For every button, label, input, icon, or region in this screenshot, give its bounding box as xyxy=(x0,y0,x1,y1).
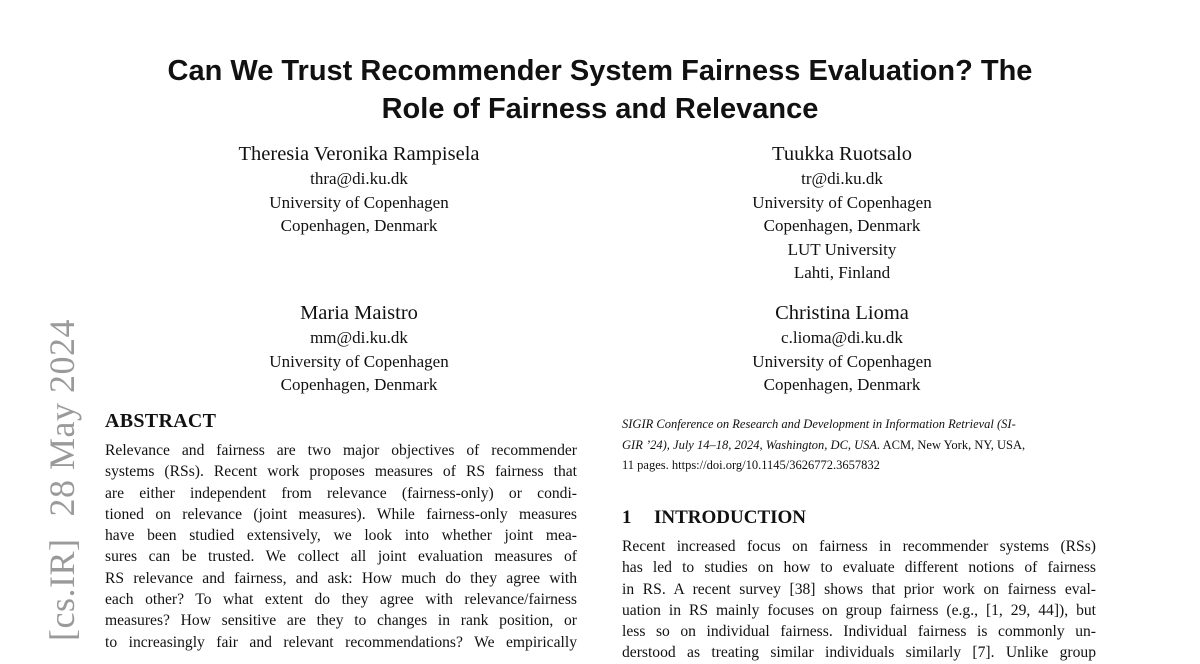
introduction-line: less so on individual fairness. Individual fairness is commonly un- xyxy=(622,623,1096,641)
abstract-line: tioned on relevance (joint measures). While fairness-only measures xyxy=(105,505,577,523)
author-block-1 xyxy=(179,141,539,238)
abstract-heading: ABSTRACT xyxy=(105,410,217,432)
abstract-line: each other? To what extent do they agree with relevance/fairness xyxy=(105,591,577,609)
conference-line xyxy=(622,435,1098,456)
author-name: Maria Maistro xyxy=(300,302,418,324)
author-affiliation: University of Copenhagen xyxy=(269,351,449,371)
author-location: Copenhagen, Denmark xyxy=(763,375,921,394)
conference-reference xyxy=(622,414,1098,476)
introduction-line: derstood as treating similar individuals similarly [7]. Unlike group xyxy=(622,644,1096,662)
arxiv-date: 28 May 2024 xyxy=(42,319,82,517)
abstract-line: Relevance and fairness are two major objectives of recommender xyxy=(105,442,577,459)
introduction-line: in RS. A recent survey [38] shows that prior work on fairness eval- xyxy=(622,580,1096,598)
abstract-line: to increasingly fair and relevant recommendations? We empirically xyxy=(105,633,577,651)
introduction-heading xyxy=(622,507,806,529)
introduction-line: Recent increased focus on fairness in recommender systems (RSs) xyxy=(622,538,1096,555)
author-location: Copenhagen, Denmark xyxy=(280,375,438,394)
introduction-line: has led to studies on how to evaluate different notions of fairness xyxy=(622,559,1096,577)
abstract-line: measures? How sensitive are they to changes in rank position, or xyxy=(105,612,577,630)
paper-title xyxy=(100,52,1100,128)
abstract-line: sures can be trusted. We collect all joint evaluation measures of xyxy=(105,548,577,566)
author-email: mm@di.ku.dk xyxy=(310,328,408,347)
author-location-2: Lahti, Finland xyxy=(793,263,891,282)
introduction-body xyxy=(622,536,1096,664)
author-affiliation: University of Copenhagen xyxy=(752,192,932,212)
arxiv-sidebar-stamp xyxy=(41,319,83,641)
author-email: c.lioma@di.ku.dk xyxy=(781,328,903,347)
arxiv-category: [cs.IR] xyxy=(42,538,82,641)
section-title: INTRODUCTION xyxy=(654,507,807,528)
title-line-1: Can We Trust Recommender System Fairness Evaluation? The xyxy=(167,55,1033,87)
abstract-line: have been studied extensively, we look into whether joint mea- xyxy=(105,527,577,545)
author-email: thra@di.ku.dk xyxy=(310,169,408,188)
introduction-line: uation in RS mainly focuses on group fairness (e.g., [1, 29, 44]), but xyxy=(622,601,1096,619)
author-location: Copenhagen, Denmark xyxy=(763,216,921,235)
conference-publisher: ACM, New York, NY, USA, xyxy=(880,437,1026,452)
author-affiliation: University of Copenhagen xyxy=(752,351,932,371)
title-line-2: Role of Fairness and Relevance xyxy=(381,93,819,125)
author-affiliation-2: LUT University xyxy=(787,239,897,259)
author-name: Theresia Veronika Rampisela xyxy=(238,143,480,165)
author-email: tr@di.ku.dk xyxy=(801,169,883,188)
author-block-4 xyxy=(662,300,1022,397)
author-location: Copenhagen, Denmark xyxy=(280,216,438,235)
author-block-2 xyxy=(662,141,1022,285)
author-block-3 xyxy=(179,300,539,397)
abstract-line: are either independent from relevance (fairness-only) or condi- xyxy=(105,484,577,502)
conference-venue: GIR ’24), July 14–18, 2024, Washington, DC, USA. xyxy=(622,437,881,452)
abstract-line: RS relevance and fairness, and ask: How much do they agree with xyxy=(105,569,577,587)
conference-doi[interactable]: 11 pages. https://doi.org/10.1145/3626772.3657832 xyxy=(622,458,880,472)
author-affiliation: University of Copenhagen xyxy=(269,192,449,212)
conference-line: SIGIR Conference on Research and Development in Information Retrieval (SI- xyxy=(622,417,1016,431)
abstract-body xyxy=(105,440,577,653)
abstract-line: systems (RSs). Recent work proposes measures of RS fairness that xyxy=(105,463,577,481)
author-name: Christina Lioma xyxy=(775,302,909,324)
author-name: Tuukka Ruotsalo xyxy=(772,143,912,165)
section-number: 1 xyxy=(622,507,632,528)
